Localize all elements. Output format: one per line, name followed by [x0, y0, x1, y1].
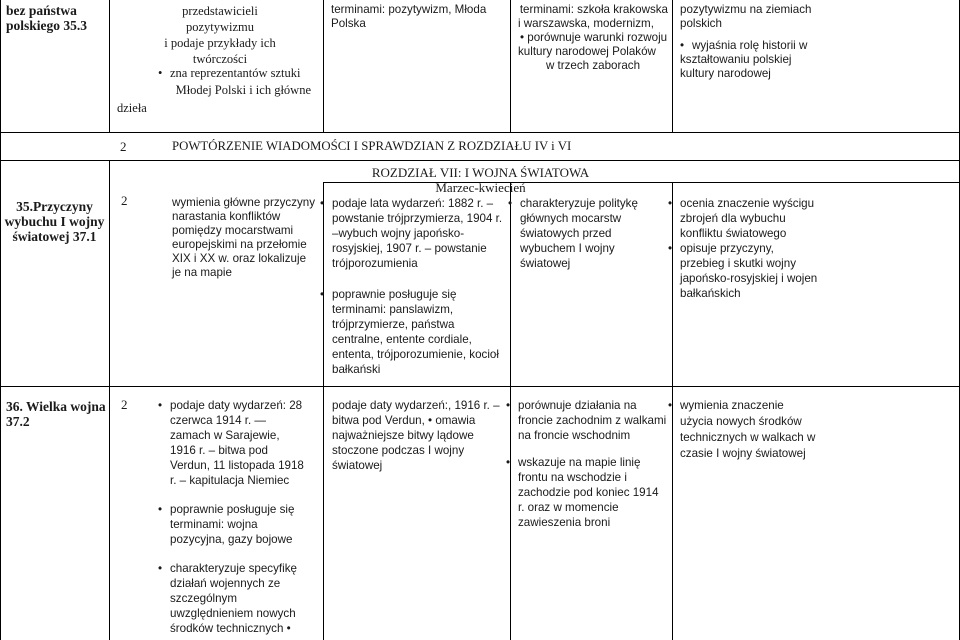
line: i podaje przykłady ich	[164, 36, 276, 50]
line: • porównuje warunki rozwoju	[520, 31, 668, 44]
requirements-advanced-top	[518, 3, 668, 73]
list-item: • wyjaśnia rolę historii w	[680, 39, 956, 53]
requirements-basic-top-3	[117, 82, 317, 116]
hours-value: 2	[121, 397, 128, 412]
column-divider	[323, 0, 324, 132]
line: kultury narodowej Polaków	[518, 45, 656, 58]
column-divider	[672, 0, 673, 132]
row-35-hours	[121, 194, 141, 208]
line: pozytywizmu na ziemiach	[680, 3, 812, 16]
list-item: • poprawnie posługuje się terminami: panslawizm, trójprzymierze, państwa centralne, entente cordiale, ententa, trójporozumienie, kocioł bałkański	[320, 287, 506, 377]
cell-text: wymienia główne przyczyny narastania konfliktów pomiędzy mocarstwami europejskimi na przełomie XIX i XX w. oraz lokalizuje je na mapie	[172, 196, 316, 279]
review-title	[172, 139, 772, 153]
line: i warszawska, modernizm,	[518, 17, 654, 30]
row-divider	[0, 132, 960, 133]
list-item: • opisuje przyczyny, przebieg i skutki wojny japońsko-rosyjskiej i wojen bałkańskich	[668, 241, 818, 301]
list-item: • ocenia znaczenie wyścigu zbrojeń dla wybuchu konfliktu światowego	[668, 196, 818, 241]
list-item: • poprawnie posługuje się terminami: wojna pozycyjna, gazy bojowe	[158, 502, 308, 547]
line: przedstawicieli pozytywizmu	[182, 4, 258, 34]
list-item: • charakteryzuje politykę głównych mocarstw światowych przed wybuchem I wojny światowej	[508, 196, 668, 271]
line: w trzech zaborach	[545, 59, 641, 72]
line: twórczości	[192, 52, 248, 66]
row-35-basic	[172, 196, 318, 280]
requirements-basic-top	[150, 3, 290, 67]
hours-value: 2	[121, 193, 128, 208]
row-36-basic	[158, 398, 308, 636]
review-title-text: POWTÓRZENIE WIADOMOŚCI I SPRAWDZIAN Z ROZDZIAŁU IV i VI	[172, 139, 572, 153]
list-item: • wymienia znaczenie użycia nowych środków technicznych w walkach w czasie I wojny światowej	[668, 398, 818, 462]
requirements-basic-top-2	[158, 65, 318, 81]
row-36-advanced	[506, 398, 668, 530]
list-item: • porównuje działania na froncie zachodnim z walkami na froncie wschodnim	[506, 398, 668, 443]
column-divider	[510, 0, 511, 132]
list-item: • podaje lata wydarzeń: 1882 r. – powstanie trójprzymierza, 1904 r. –wybuch wojny japońsko-rosyjskiej, 1907 r. – powstanie trójporozumienia	[320, 196, 506, 271]
row-divider	[0, 160, 960, 161]
requirements-extended-top	[331, 3, 503, 31]
row-36-hours	[121, 398, 141, 412]
row-35-extended	[320, 196, 506, 377]
chapter-subtitle: Marzec-kwiecień	[435, 180, 526, 195]
hours-value: 2	[120, 139, 127, 154]
row-35-advanced	[508, 196, 668, 271]
line: terminami: szkoła krakowska	[519, 3, 668, 16]
topic-text: bez państwa polskiego 35.3	[6, 3, 88, 33]
row-35-excellent	[668, 196, 818, 301]
row-divider	[0, 386, 960, 387]
line-text: porównuje warunki rozwoju	[527, 31, 668, 44]
line: Młodej Polski i ich główne	[175, 83, 311, 97]
row-36-extended	[332, 398, 504, 473]
topic-text: 35.Przyczyny wybuchu I wojny światowej 37.1	[4, 199, 105, 244]
list-item: • wskazuje na mapie linię frontu na wschodzie i zachodzie pod koniec 1914 r. oraz w momencie zawieszenia broni	[506, 455, 668, 530]
table-border-left	[0, 0, 1, 640]
cell-text: terminami: pozytywizm, Młoda Polska	[331, 3, 487, 30]
cell-text: podaje daty wydarzeń:, 1916 r. – bitwa pod Verdun, • omawia najważniejsze bitwy lądowe stoczone podczas I wojny światowej	[332, 399, 500, 472]
topic-cell-36	[6, 399, 106, 429]
column-divider	[109, 0, 110, 132]
topic-cell-35-3	[6, 3, 104, 33]
column-divider	[109, 160, 110, 640]
row-36-excellent	[668, 398, 818, 462]
chapter-title: ROZDZIAŁ VII: I WOJNA ŚWIATOWA	[371, 165, 590, 180]
line: polskich	[680, 17, 722, 30]
topic-text: 36. Wielka wojna 37.2	[6, 399, 106, 429]
line: kultury narodowej	[680, 67, 771, 80]
list-item: • charakteryzuje specyfikę działań wojennych ze szczególnym uwzględnieniem nowych środków technicznych •	[158, 561, 308, 636]
review-hours	[120, 140, 140, 154]
line: dzieła	[117, 101, 147, 115]
list-item: • zna reprezentantów sztuki	[158, 65, 318, 81]
line: kształtowaniu polskiej	[680, 53, 792, 66]
topic-cell-35	[3, 199, 106, 244]
requirements-excellent-top	[680, 3, 956, 81]
chapter-header	[323, 165, 638, 195]
list-item: • podaje daty wydarzeń: 28 czerwca 1914 r. — zamach w Sarajewie, 1916 r. – bitwa pod Verdun, 11 listopada 1918 r. – kapitulacja Niemiec	[158, 398, 308, 488]
